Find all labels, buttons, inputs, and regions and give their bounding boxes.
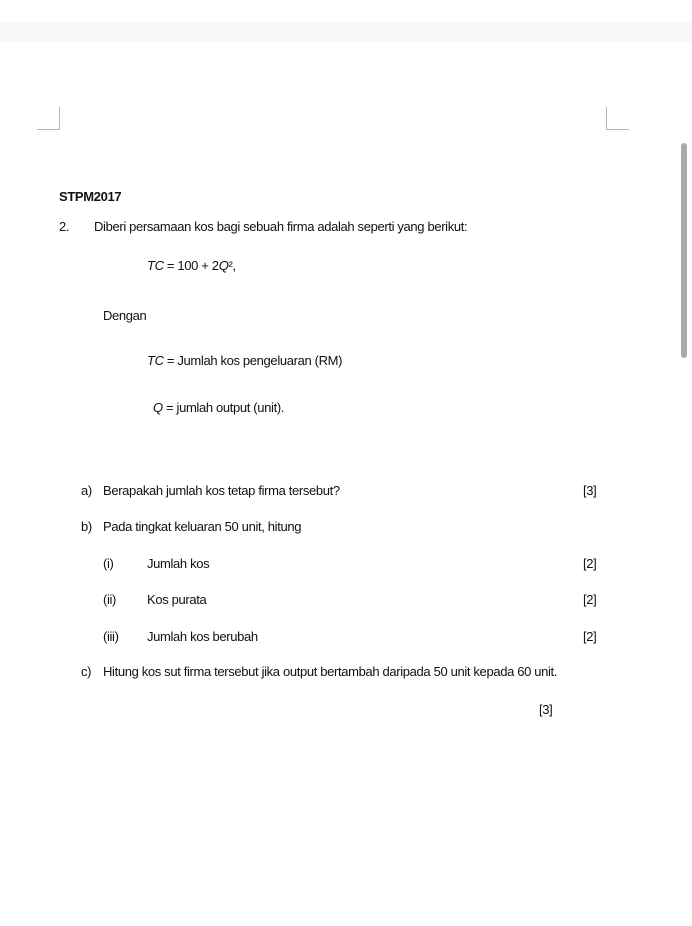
- part-c-label: c): [81, 664, 92, 679]
- question-intro: Diberi persamaan kos bagi sebuah firma adalah seperti yang berikut:: [94, 219, 468, 234]
- definition-text: = jumlah output (unit).: [162, 400, 285, 415]
- part-a-marks: [3]: [583, 483, 597, 498]
- equation-rhs: = 100 + 2: [163, 258, 219, 273]
- part-c-text: Hitung kos sut firma tersebut jika output bertambah daripada 50 unit kepada 60 unit.: [103, 664, 558, 679]
- part-a-label: a): [81, 483, 92, 498]
- equation-lhs: TC: [147, 258, 164, 273]
- equation-variable: Q: [218, 258, 229, 273]
- definition-symbol: Q: [153, 400, 163, 415]
- subpart-ii-text: Kos purata: [147, 592, 207, 607]
- subpart-ii-label: (ii): [103, 592, 117, 607]
- equation-tail: ,: [232, 258, 236, 273]
- part-a-text: Berapakah jumlah kos tetap firma tersebut?: [103, 483, 340, 498]
- part-c-marks: [3]: [539, 702, 553, 717]
- question-number: 2.: [59, 219, 70, 234]
- dengan-label: Dengan: [103, 308, 147, 323]
- page-margin-corner-right: [606, 107, 629, 130]
- page-margin-corner-left: [37, 107, 60, 130]
- document-heading: STPM2017: [59, 189, 122, 204]
- cost-equation: [147, 258, 236, 274]
- definition-symbol: TC: [147, 353, 164, 368]
- subpart-i-marks: [2]: [583, 556, 597, 571]
- subpart-iii-label: (iii): [103, 629, 119, 644]
- viewer-toolbar-band: [0, 22, 692, 42]
- subpart-i-label: (i): [103, 556, 114, 571]
- subpart-ii-marks: [2]: [583, 592, 597, 607]
- part-b-label: b): [81, 519, 92, 534]
- subpart-iii-marks: [2]: [583, 629, 597, 644]
- subpart-iii-text: Jumlah kos berubah: [147, 629, 258, 644]
- viewer-top-bar: [0, 0, 692, 22]
- definition-q: [153, 400, 284, 416]
- part-b-text: Pada tingkat keluaran 50 unit, hitung: [103, 519, 302, 534]
- definition-tc: [147, 353, 342, 369]
- vertical-scrollbar[interactable]: [681, 143, 687, 358]
- definition-text: = Jumlah kos pengeluaran (RM): [163, 353, 343, 368]
- subpart-i-text: Jumlah kos: [147, 556, 210, 571]
- equation-exponent: ²: [228, 258, 233, 273]
